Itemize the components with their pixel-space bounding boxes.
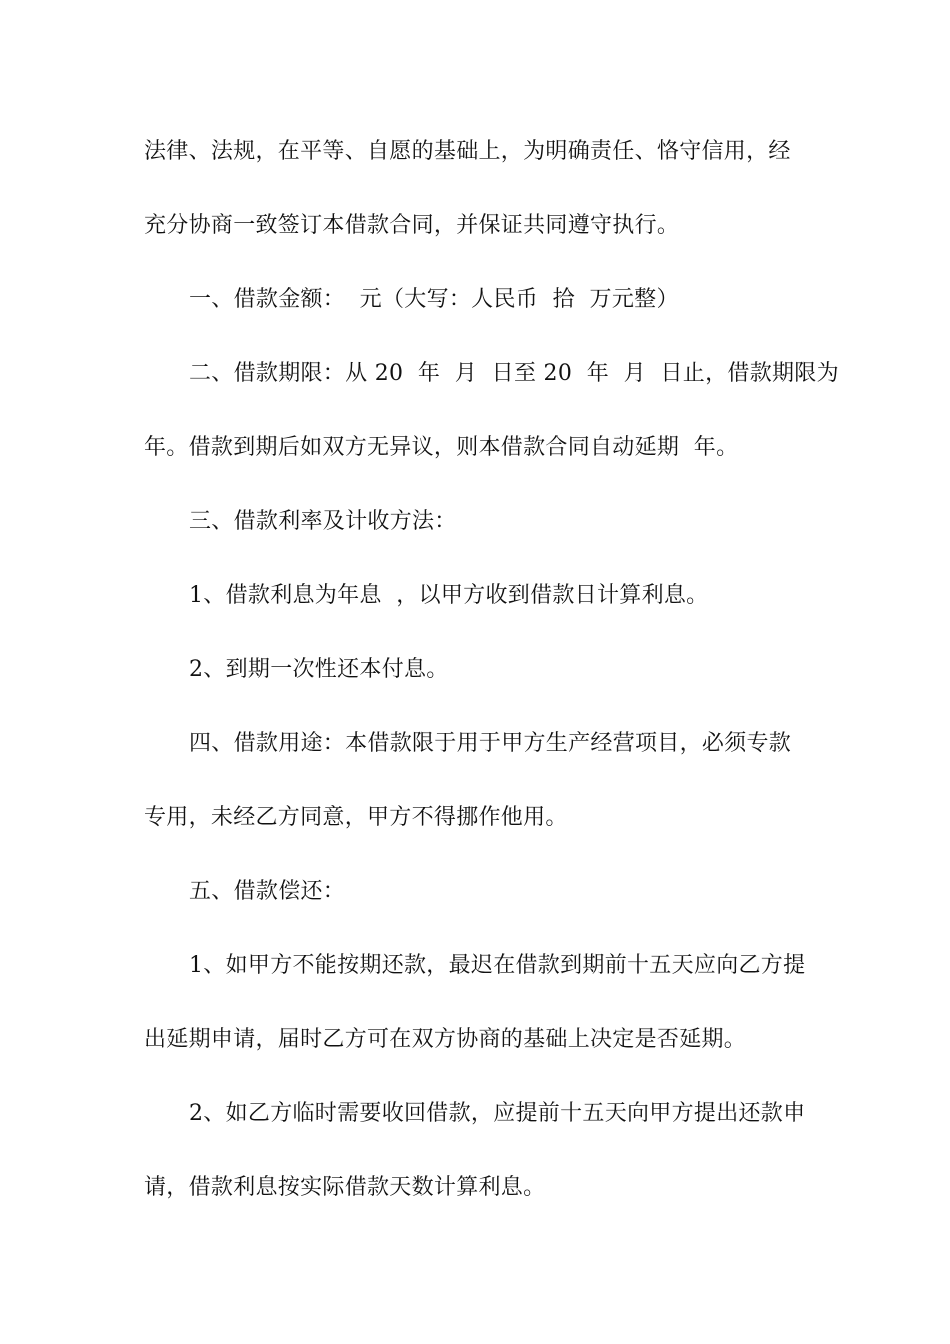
- text-line-1: 法律、法规，在平等、自愿的基础上，为明确责任、恪守信用，经: [144, 139, 791, 164]
- clause-1-loan-amount: 一、借款金额： 元（大写：人民币 拾 万元整）: [189, 287, 679, 312]
- text-line-5: 年。借款到期后如双方无异议，则本借款合同自动延期 年。: [144, 435, 739, 460]
- clause-3-heading: 三、借款利率及计收方法：: [189, 509, 457, 534]
- clause-5-heading: 五、借款偿还：: [189, 879, 346, 904]
- clause-5-item-2: 2、如乙方临时需要收回借款，应提前十五天向甲方提出还款申: [189, 1101, 806, 1126]
- text-line-2: 充分协商一致签订本借款合同，并保证共同遵守执行。: [144, 213, 680, 238]
- text-line-13: 出延期申请，届时乙方可在双方协商的基础上决定是否延期。: [144, 1027, 747, 1052]
- clause-4-loan-use: 四、借款用途：本借款限于用于甲方生产经营项目，必须专款: [189, 731, 792, 756]
- text-line-10: 专用，未经乙方同意，甲方不得挪作他用。: [144, 805, 568, 830]
- clause-3-item-1: 1、借款利息为年息 ，以甲方收到借款日计算利息。: [189, 583, 709, 608]
- clause-3-item-2: 2、到期一次性还本付息。: [189, 657, 449, 682]
- clause-2-loan-term: 二、借款期限：从 20 年 月 日至 20 年 月 日止，借款期限为: [189, 361, 839, 386]
- clause-5-item-1: 1、如甲方不能按期还款，最迟在借款到期前十五天应向乙方提: [189, 953, 806, 978]
- text-line-15: 请，借款利息按实际借款天数计算利息。: [144, 1175, 546, 1200]
